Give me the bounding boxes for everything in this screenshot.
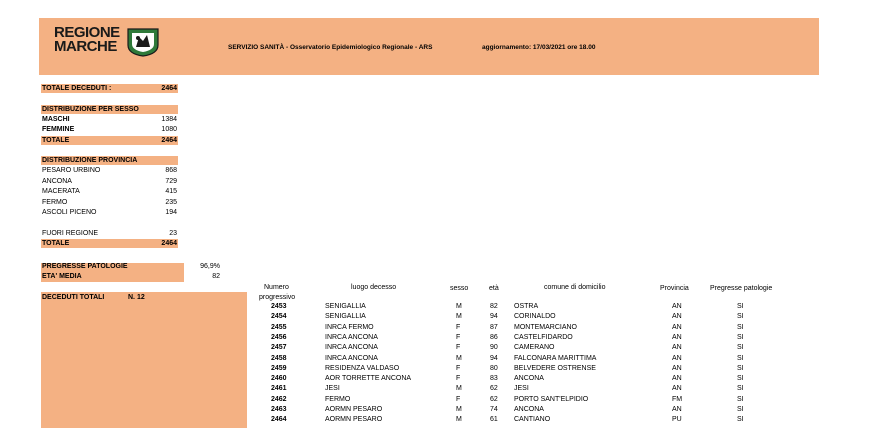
header-progressivo: progressivo [259, 294, 296, 301]
cell-eta: 94 [490, 313, 498, 320]
cell-comune: ANCONA [514, 406, 544, 413]
sesso-value: 1080 [161, 126, 177, 133]
totale-deceduti-value: 2464 [161, 85, 177, 92]
cell-sesso: M [456, 406, 462, 413]
cell-provincia: AN [672, 365, 682, 372]
cell-provincia: AN [672, 406, 682, 413]
header-luogo-decesso: luogo decesso [351, 284, 397, 291]
cell-numero: 2459 [271, 365, 287, 372]
cell-eta: 82 [490, 303, 498, 310]
service-title: SERVIZIO SANITÀ - Osservatorio Epidemiologico Regionale - ARS [228, 44, 433, 51]
update-timestamp: aggiornamento: 17/03/2021 ore 18.00 [482, 44, 596, 51]
cell-pregresse-patologie: SI [737, 303, 744, 310]
cell-pregresse-patologie: SI [737, 375, 744, 382]
cell-numero: 2458 [271, 355, 287, 362]
header-sesso: sesso [450, 285, 469, 292]
totale-deceduti-row [41, 84, 178, 93]
provincia-total-value: 2464 [161, 240, 177, 247]
provincia-value: 729 [165, 178, 177, 185]
cell-numero: 2463 [271, 406, 287, 413]
cell-comune: FALCONARA MARITTIMA [514, 355, 597, 362]
regione-marche-logo [54, 26, 166, 60]
cell-provincia: PU [672, 416, 682, 423]
cell-comune: CAMERANO [514, 344, 555, 351]
deceduti-totali-label: DECEDUTI TOTALI [42, 294, 105, 301]
cell-luogo-decesso: FERMO [325, 396, 351, 403]
header-provincia: Provincia [660, 285, 689, 292]
cell-numero: 2461 [271, 385, 287, 392]
cell-provincia: AN [672, 303, 682, 310]
cell-eta: 80 [490, 365, 498, 372]
cell-pregresse-patologie: SI [737, 355, 744, 362]
provincia-label: PESARO URBINO [42, 167, 101, 174]
cell-numero: 2460 [271, 375, 287, 382]
cell-luogo-decesso: JESI [325, 385, 340, 392]
cell-pregresse-patologie: SI [737, 365, 744, 372]
sesso-value: 1384 [161, 116, 177, 123]
fuori-regione-value: 23 [169, 230, 177, 237]
cell-sesso: M [456, 355, 462, 362]
cell-numero: 2456 [271, 334, 287, 341]
pregresse-patologie-value: 96,9% [200, 263, 220, 270]
cell-sesso: F [456, 324, 461, 331]
header-comune: comune di domicilio [544, 284, 606, 291]
cell-luogo-decesso: INRCA ANCONA [325, 344, 378, 351]
cell-luogo-decesso: AORMN PESARO [325, 416, 383, 423]
eta-media-label: ETA' MEDIA [42, 273, 82, 280]
deceduti-totali-count: N. 12 [128, 294, 145, 301]
cell-numero: 2462 [271, 396, 287, 403]
cell-pregresse-patologie: SI [737, 324, 744, 331]
cell-eta: 86 [490, 334, 498, 341]
cell-provincia: AN [672, 355, 682, 362]
provincia-label: FERMO [42, 199, 68, 206]
cell-sesso: F [456, 365, 461, 372]
provincia-value: 235 [165, 199, 177, 206]
cell-comune: BELVEDERE OSTRENSE [514, 365, 596, 372]
cell-sesso: M [456, 416, 462, 423]
cell-luogo-decesso: INRCA ANCONA [325, 334, 378, 341]
provincia-section-title [41, 156, 178, 165]
cell-comune: MONTEMARCIANO [514, 324, 577, 331]
regione-shield-icon [126, 27, 160, 57]
cell-eta: 61 [490, 416, 498, 423]
cell-pregresse-patologie: SI [737, 344, 744, 351]
cell-provincia: AN [672, 313, 682, 320]
provincia-label: MACERATA [42, 188, 80, 195]
cell-luogo-decesso: AOR TORRETTE ANCONA [325, 375, 412, 382]
sesso-label: FEMMINE [42, 126, 75, 133]
provincia-total-label: TOTALE [42, 240, 70, 247]
cell-comune: CORINALDO [514, 313, 556, 320]
provincia-value: 194 [165, 209, 177, 216]
provincia-title-label: DISTRIBUZIONE PROVINCIA [42, 157, 138, 164]
cell-pregresse-patologie: SI [737, 334, 744, 341]
deceduti-totali-box [41, 292, 247, 428]
cell-pregresse-patologie: SI [737, 416, 744, 423]
sesso-total-label: TOTALE [42, 137, 70, 144]
cell-sesso: F [456, 396, 461, 403]
header-eta: età [489, 285, 499, 292]
cell-eta: 83 [490, 375, 498, 382]
cell-provincia: AN [672, 324, 682, 331]
fuori-regione-row [41, 229, 178, 238]
pregresse-patologie-label: PREGRESSE PATOLOGIE [42, 263, 128, 270]
cell-numero: 2464 [271, 416, 287, 423]
provincia-row [41, 198, 178, 207]
cell-eta: 62 [490, 396, 498, 403]
cell-luogo-decesso: SENIGALLIA [325, 313, 366, 320]
cell-comune: CASTELFIDARDO [514, 334, 573, 341]
sesso-title-label: DISTRIBUZIONE PER SESSO [42, 106, 139, 113]
cell-sesso: M [456, 385, 462, 392]
sesso-total-value: 2464 [161, 137, 177, 144]
provincia-value: 415 [165, 188, 177, 195]
cell-numero: 2457 [271, 344, 287, 351]
cell-eta: 74 [490, 406, 498, 413]
provincia-total-row [41, 239, 178, 248]
sesso-row [41, 115, 178, 124]
provincia-label: ASCOLI PICENO [42, 209, 97, 216]
logo-line-1: REGIONE [54, 24, 120, 41]
cell-luogo-decesso: SENIGALLIA [325, 303, 366, 310]
cell-sesso: F [456, 334, 461, 341]
cell-eta: 87 [490, 324, 498, 331]
cell-pregresse-patologie: SI [737, 385, 744, 392]
cell-sesso: M [456, 303, 462, 310]
cell-comune: ANCONA [514, 375, 544, 382]
provincia-row [41, 187, 178, 196]
cell-provincia: FM [672, 396, 683, 403]
cell-comune: CANTIANO [514, 416, 551, 423]
header-numero: Numero [264, 284, 289, 291]
cell-luogo-decesso: INRCA FERMO [325, 324, 374, 331]
cell-comune: PORTO SANT'ELPIDIO [514, 396, 589, 403]
eta-media-value: 82 [212, 273, 220, 280]
cell-provincia: AN [672, 385, 682, 392]
provincia-row [41, 208, 178, 217]
fuori-regione-label: FUORI REGIONE [42, 230, 99, 237]
cell-numero: 2454 [271, 313, 287, 320]
cell-pregresse-patologie: SI [737, 396, 744, 403]
cell-eta: 62 [490, 385, 498, 392]
cell-numero: 2453 [271, 303, 287, 310]
cell-numero: 2455 [271, 324, 287, 331]
logo-line-2: MARCHE [54, 38, 117, 55]
sesso-total-row [41, 136, 178, 145]
cell-pregresse-patologie: SI [737, 313, 744, 320]
cell-eta: 94 [490, 355, 498, 362]
sesso-section-title [41, 105, 178, 114]
cell-provincia: AN [672, 375, 682, 382]
cell-provincia: AN [672, 334, 682, 341]
cell-sesso: F [456, 344, 461, 351]
sesso-label: MASCHI [42, 116, 70, 123]
cell-luogo-decesso: RESIDENZA VALDASO [325, 365, 400, 372]
cell-sesso: F [456, 375, 461, 382]
cell-luogo-decesso: AORMN PESARO [325, 406, 383, 413]
cell-provincia: AN [672, 344, 682, 351]
provincia-value: 868 [165, 167, 177, 174]
cell-comune: JESI [514, 385, 529, 392]
cell-comune: OSTRA [514, 303, 539, 310]
cell-pregresse-patologie: SI [737, 406, 744, 413]
provincia-row [41, 177, 178, 186]
header-pregresse-patologie: Pregresse patologie [710, 285, 773, 292]
cell-eta: 90 [490, 344, 498, 351]
cell-sesso: M [456, 313, 462, 320]
totale-deceduti-label: TOTALE DECEDUTI : [42, 85, 112, 92]
cell-luogo-decesso: INRCA ANCONA [325, 355, 378, 362]
provincia-label: ANCONA [42, 178, 72, 185]
provincia-row [41, 166, 178, 175]
sesso-row [41, 125, 178, 134]
